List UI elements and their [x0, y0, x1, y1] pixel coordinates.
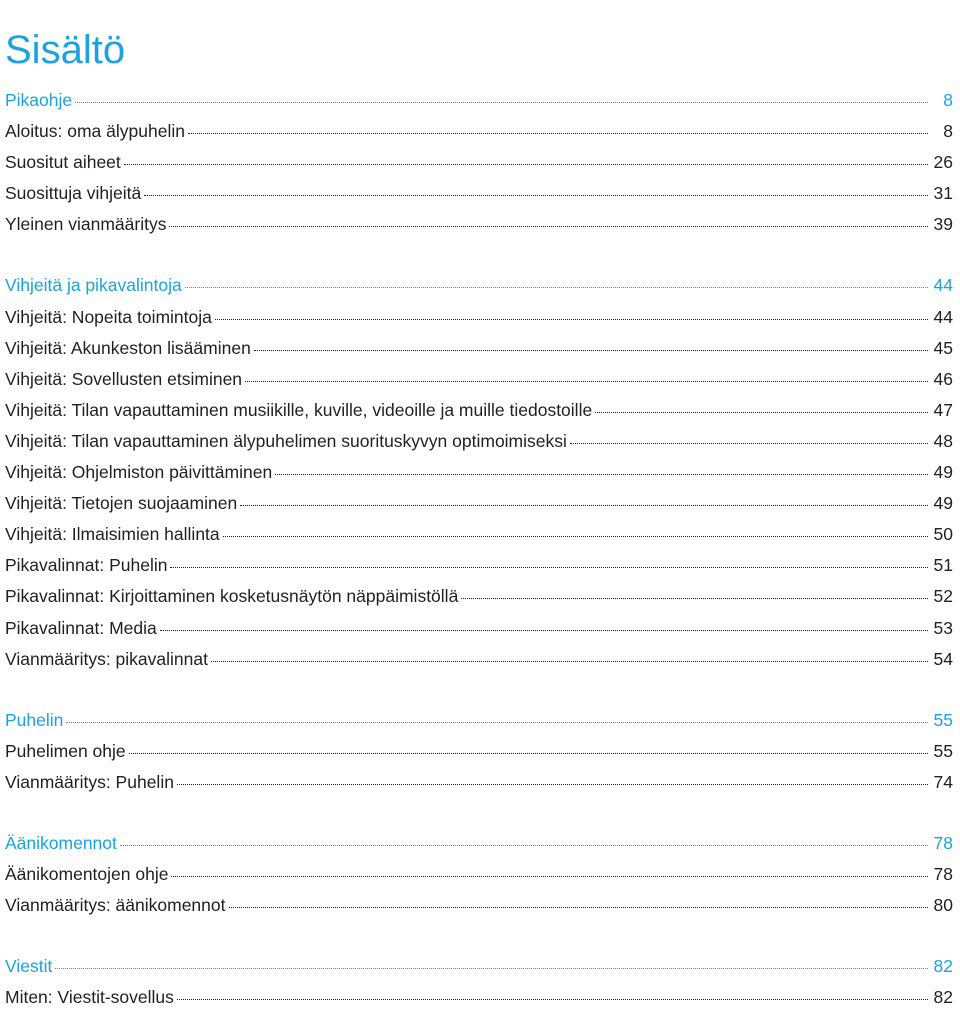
toc-entry-link[interactable] — [5, 613, 953, 644]
toc-entry-link[interactable] — [5, 116, 953, 147]
toc-dot-leader — [275, 456, 928, 475]
toc-dot-leader — [75, 84, 928, 103]
toc-entry-link[interactable] — [5, 550, 953, 581]
toc-dot-leader — [229, 889, 929, 908]
toc-dot-leader — [171, 858, 928, 877]
toc-page-number: 49 — [933, 462, 953, 483]
toc-section-link[interactable] — [5, 270, 953, 301]
toc-entry-link[interactable] — [5, 519, 953, 550]
toc-page-number: 52 — [933, 586, 953, 607]
toc-dot-leader — [124, 146, 928, 165]
toc-page-number: 78 — [933, 864, 953, 885]
toc-entry-link[interactable] — [5, 859, 953, 890]
toc-entry-link[interactable] — [5, 644, 953, 675]
toc-page-number: 74 — [933, 771, 953, 792]
toc-entry-label: Viestit — [5, 956, 53, 977]
toc-page-number: 8 — [943, 121, 953, 142]
toc-page-number: 55 — [933, 740, 953, 761]
toc-dot-leader — [211, 643, 928, 662]
toc-entry-label: Vihjeitä: Akunkeston lisääminen — [5, 337, 251, 358]
toc-dot-leader — [169, 208, 928, 227]
toc-page-number: 26 — [933, 152, 953, 173]
toc-entry-label: Puhelin — [5, 709, 64, 730]
toc-dot-leader — [185, 269, 928, 288]
toc-dot-leader — [129, 735, 928, 754]
toc-entry-label: Vianmääritys: Puhelin — [5, 771, 174, 792]
toc-entry-label: Pikaohje — [5, 90, 73, 110]
toc-dot-leader — [55, 950, 928, 969]
toc-section-link[interactable] — [5, 828, 953, 859]
toc-entry-link[interactable] — [5, 581, 953, 612]
toc-dot-leader — [215, 301, 928, 320]
toc-entry-label: Vihjeitä: Tilan vapauttaminen musiikille, kuville, videoille ja muille tiedostoille — [5, 399, 593, 420]
toc-entry-link[interactable] — [5, 426, 953, 457]
toc-entry-link[interactable] — [5, 364, 953, 395]
page-title: Sisältö — [5, 27, 126, 72]
toc-entry-label: Pikavalinnat: Puhelin — [5, 555, 168, 576]
toc-entry-link[interactable] — [5, 488, 953, 519]
toc-page-number: 45 — [933, 337, 953, 358]
toc-entry-label: Vihjeitä: Sovellusten etsiminen — [5, 368, 243, 389]
toc-entry-label: Äänikomentojen ohje — [5, 864, 169, 885]
toc-dot-leader — [461, 580, 928, 599]
toc-entry-label: Vihjeitä: Nopeita toimintoja — [5, 306, 212, 327]
toc-entry-label: Aloitus: oma älypuhelin — [5, 121, 185, 142]
toc-page-number: 49 — [933, 493, 953, 514]
toc-section-link[interactable] — [5, 85, 953, 116]
toc-entry-link[interactable] — [5, 333, 953, 364]
toc-page-number: 80 — [933, 895, 953, 916]
toc-entry-link[interactable] — [5, 147, 953, 178]
toc-entry-label: Suositut aiheet — [5, 152, 121, 173]
toc-page-number: 82 — [933, 987, 953, 1008]
toc-page-number: 47 — [933, 399, 953, 420]
toc-entry-link[interactable] — [5, 209, 953, 240]
toc-entry-label: Äänikomennot — [5, 832, 117, 853]
toc-page-number: 53 — [933, 617, 953, 638]
toc-entry-label: Vianmääritys: pikavalinnat — [5, 648, 208, 669]
toc-entry-link[interactable] — [5, 178, 953, 209]
toc-entry-label: Yleinen vianmääritys — [5, 214, 167, 235]
toc-dot-leader — [223, 518, 928, 537]
toc-page-number: 54 — [933, 648, 953, 669]
toc-entry-label: Puhelimen ohje — [5, 740, 126, 761]
toc-page-number: 51 — [933, 555, 953, 576]
toc-dot-leader — [188, 115, 928, 134]
toc-entry-label: Pikavalinnat: Media — [5, 617, 157, 638]
toc-page-number: 46 — [933, 368, 953, 389]
toc-dot-leader — [66, 704, 928, 723]
toc-page-number: 44 — [933, 275, 953, 296]
toc-page-number: 50 — [933, 524, 953, 545]
table-of-contents — [5, 85, 953, 1013]
toc-dot-leader — [120, 827, 928, 846]
toc-entry-label: Miten: Viestit-sovellus — [5, 987, 174, 1008]
toc-entry-link[interactable] — [5, 457, 953, 488]
toc-dot-leader — [570, 425, 928, 444]
toc-entry-label: Vihjeitä: Ilmaisimien hallinta — [5, 524, 220, 545]
toc-page-number: 55 — [933, 709, 953, 730]
toc-dot-leader — [254, 332, 928, 351]
toc-page-number: 44 — [933, 306, 953, 327]
toc-entry-link[interactable] — [5, 302, 953, 333]
toc-entry-link[interactable] — [5, 890, 953, 921]
toc-dot-leader — [160, 612, 928, 631]
toc-page-number: 8 — [943, 90, 953, 110]
toc-section-link[interactable] — [5, 705, 953, 736]
toc-entry-label: Suosittuja vihjeitä — [5, 183, 142, 204]
toc-dot-leader — [245, 363, 928, 382]
toc-dot-leader — [144, 177, 928, 196]
toc-dot-leader — [595, 394, 928, 413]
toc-page-number: 82 — [933, 956, 953, 977]
toc-entry-label: Vianmääritys: äänikomennot — [5, 895, 226, 916]
toc-section-link[interactable] — [5, 951, 953, 982]
toc-dot-leader — [177, 981, 928, 1000]
toc-page-number: 48 — [933, 430, 953, 451]
toc-page-number: 39 — [933, 214, 953, 235]
toc-entry-link[interactable] — [5, 736, 953, 767]
toc-page-number: 78 — [933, 832, 953, 853]
toc-entry-label: Pikavalinnat: Kirjoittaminen kosketusnäytön näppäimistöllä — [5, 586, 459, 607]
toc-dot-leader — [177, 766, 928, 785]
toc-entry-label: Vihjeitä: Ohjelmiston päivittäminen — [5, 462, 273, 483]
toc-page-number: 31 — [933, 183, 953, 204]
toc-entry-label: Vihjeitä: Tietojen suojaaminen — [5, 493, 238, 514]
toc-entry-label: Vihjeitä ja pikavalintoja — [5, 275, 182, 296]
toc-dot-leader — [170, 549, 928, 568]
toc-entry-link[interactable] — [5, 395, 953, 426]
toc-entry-label: Vihjeitä: Tilan vapauttaminen älypuhelimen suorituskyvyn optimoimiseksi — [5, 430, 567, 451]
toc-dot-leader — [240, 487, 928, 506]
toc-entry-link[interactable] — [5, 767, 953, 798]
toc-entry-link[interactable] — [5, 982, 953, 1013]
